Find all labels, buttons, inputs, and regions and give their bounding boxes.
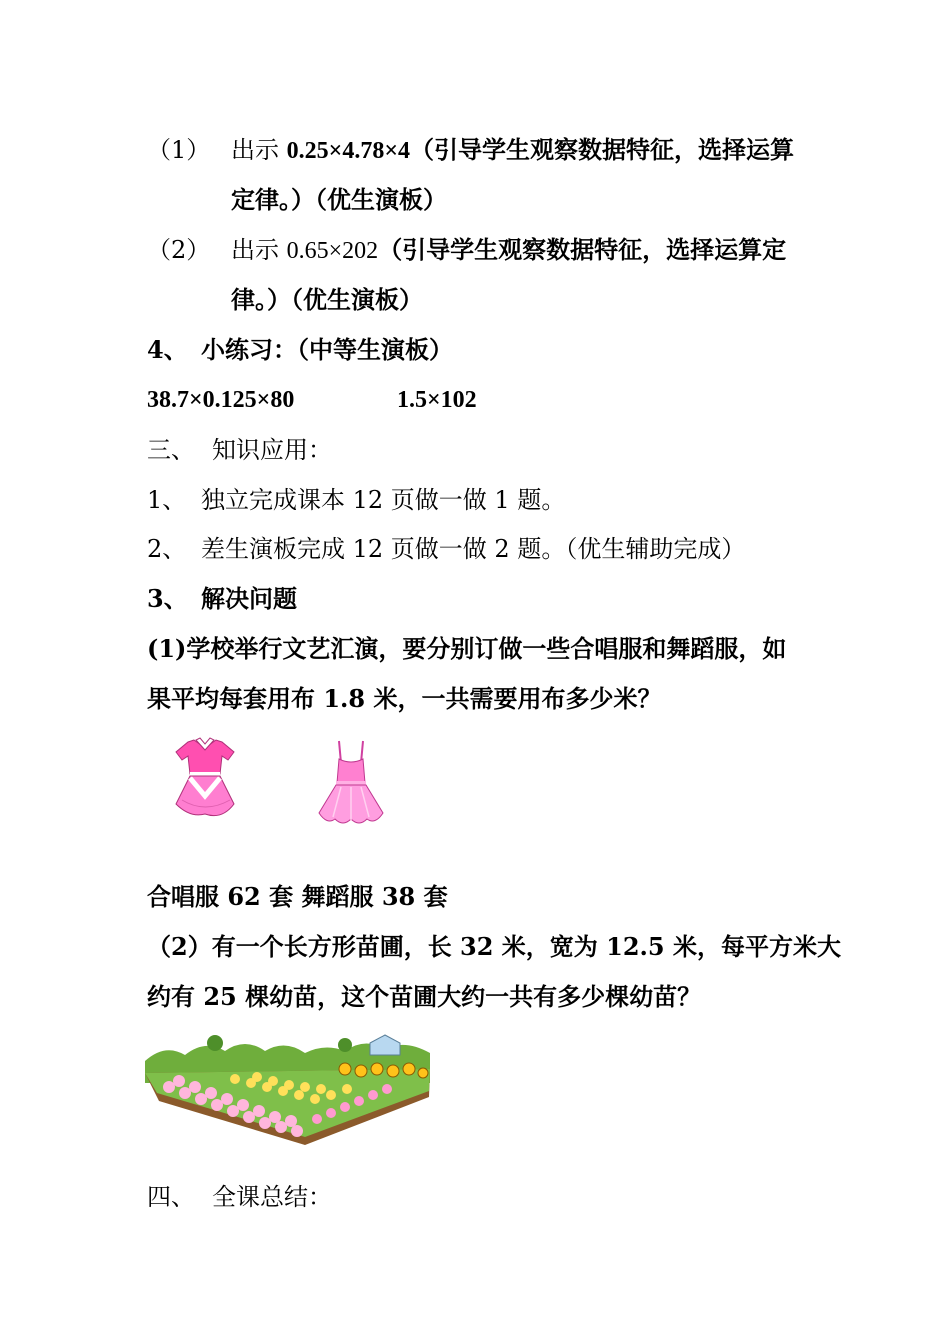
step-1-marker: （1）: [147, 136, 211, 164]
item-3-num: 3、: [147, 584, 188, 613]
problem-2-line-2: 约有 25 棵幼苗，这个苗圃大约一共有多少棵幼苗？: [147, 982, 702, 1011]
step-2-expression: 0.65×202: [286, 238, 379, 264]
step-2-marker: （2）: [147, 236, 211, 264]
step-1-text-a: （引导学生观察数据特征，选择运算: [410, 135, 794, 164]
step-1-line-2: 定律。）（优生演板）: [231, 185, 447, 214]
step-2-line-2: 律。）（优生演板）: [231, 285, 423, 314]
problem-1-line-2: 果平均每套用布 1.8 米，一共需要用布多少米？: [147, 684, 662, 713]
practice-expr-1: 38.7×0.125×80: [147, 387, 295, 413]
flower-garden-illustration: [145, 1033, 430, 1148]
chorus-dress-icon: [170, 734, 240, 824]
section-4-num: 四、: [147, 1183, 195, 1211]
item-2-num: 2、: [147, 535, 187, 563]
step-2-text-a: （引导学生观察数据特征，选择运算定: [378, 235, 787, 264]
item-2-text: 差生演板完成 12 页做一做 2 题。（优生辅助完成）: [201, 535, 746, 563]
section-4-title: 全课总结：: [212, 1183, 332, 1211]
practice-expr-2: 1.5×102: [397, 387, 477, 413]
dance-dress-icon: [315, 737, 387, 829]
section-3-num: 三、: [147, 436, 195, 464]
item-3-text: 解决问题: [201, 584, 297, 613]
item-1-num: 1、: [147, 486, 187, 514]
step-1-prefix: 出示: [231, 136, 287, 164]
practice-heading: 小练习：（中等生演板）: [201, 335, 453, 364]
problem-2-line-1: （2）有一个长方形苗圃，长 32 米，宽为 12.5 米，每平方米大: [147, 932, 841, 961]
step-1-line-1: [231, 134, 794, 167]
practice-num: 4、: [147, 335, 188, 364]
item-1-text: 独立完成课本 12 页做一做 1 题。: [201, 486, 566, 514]
step-2-prefix: 出示: [231, 236, 287, 264]
problem-1-caption: 合唱服 62 套 舞蹈服 38 套: [147, 882, 448, 911]
section-3-title: 知识应用：: [212, 436, 332, 464]
problem-1-line-1: (1)学校举行文艺汇演，要分别订做一些合唱服和舞蹈服，如: [147, 634, 787, 663]
step-2-line-1: [231, 234, 786, 267]
step-1-expression: 0.25×4.78×4: [286, 138, 410, 164]
